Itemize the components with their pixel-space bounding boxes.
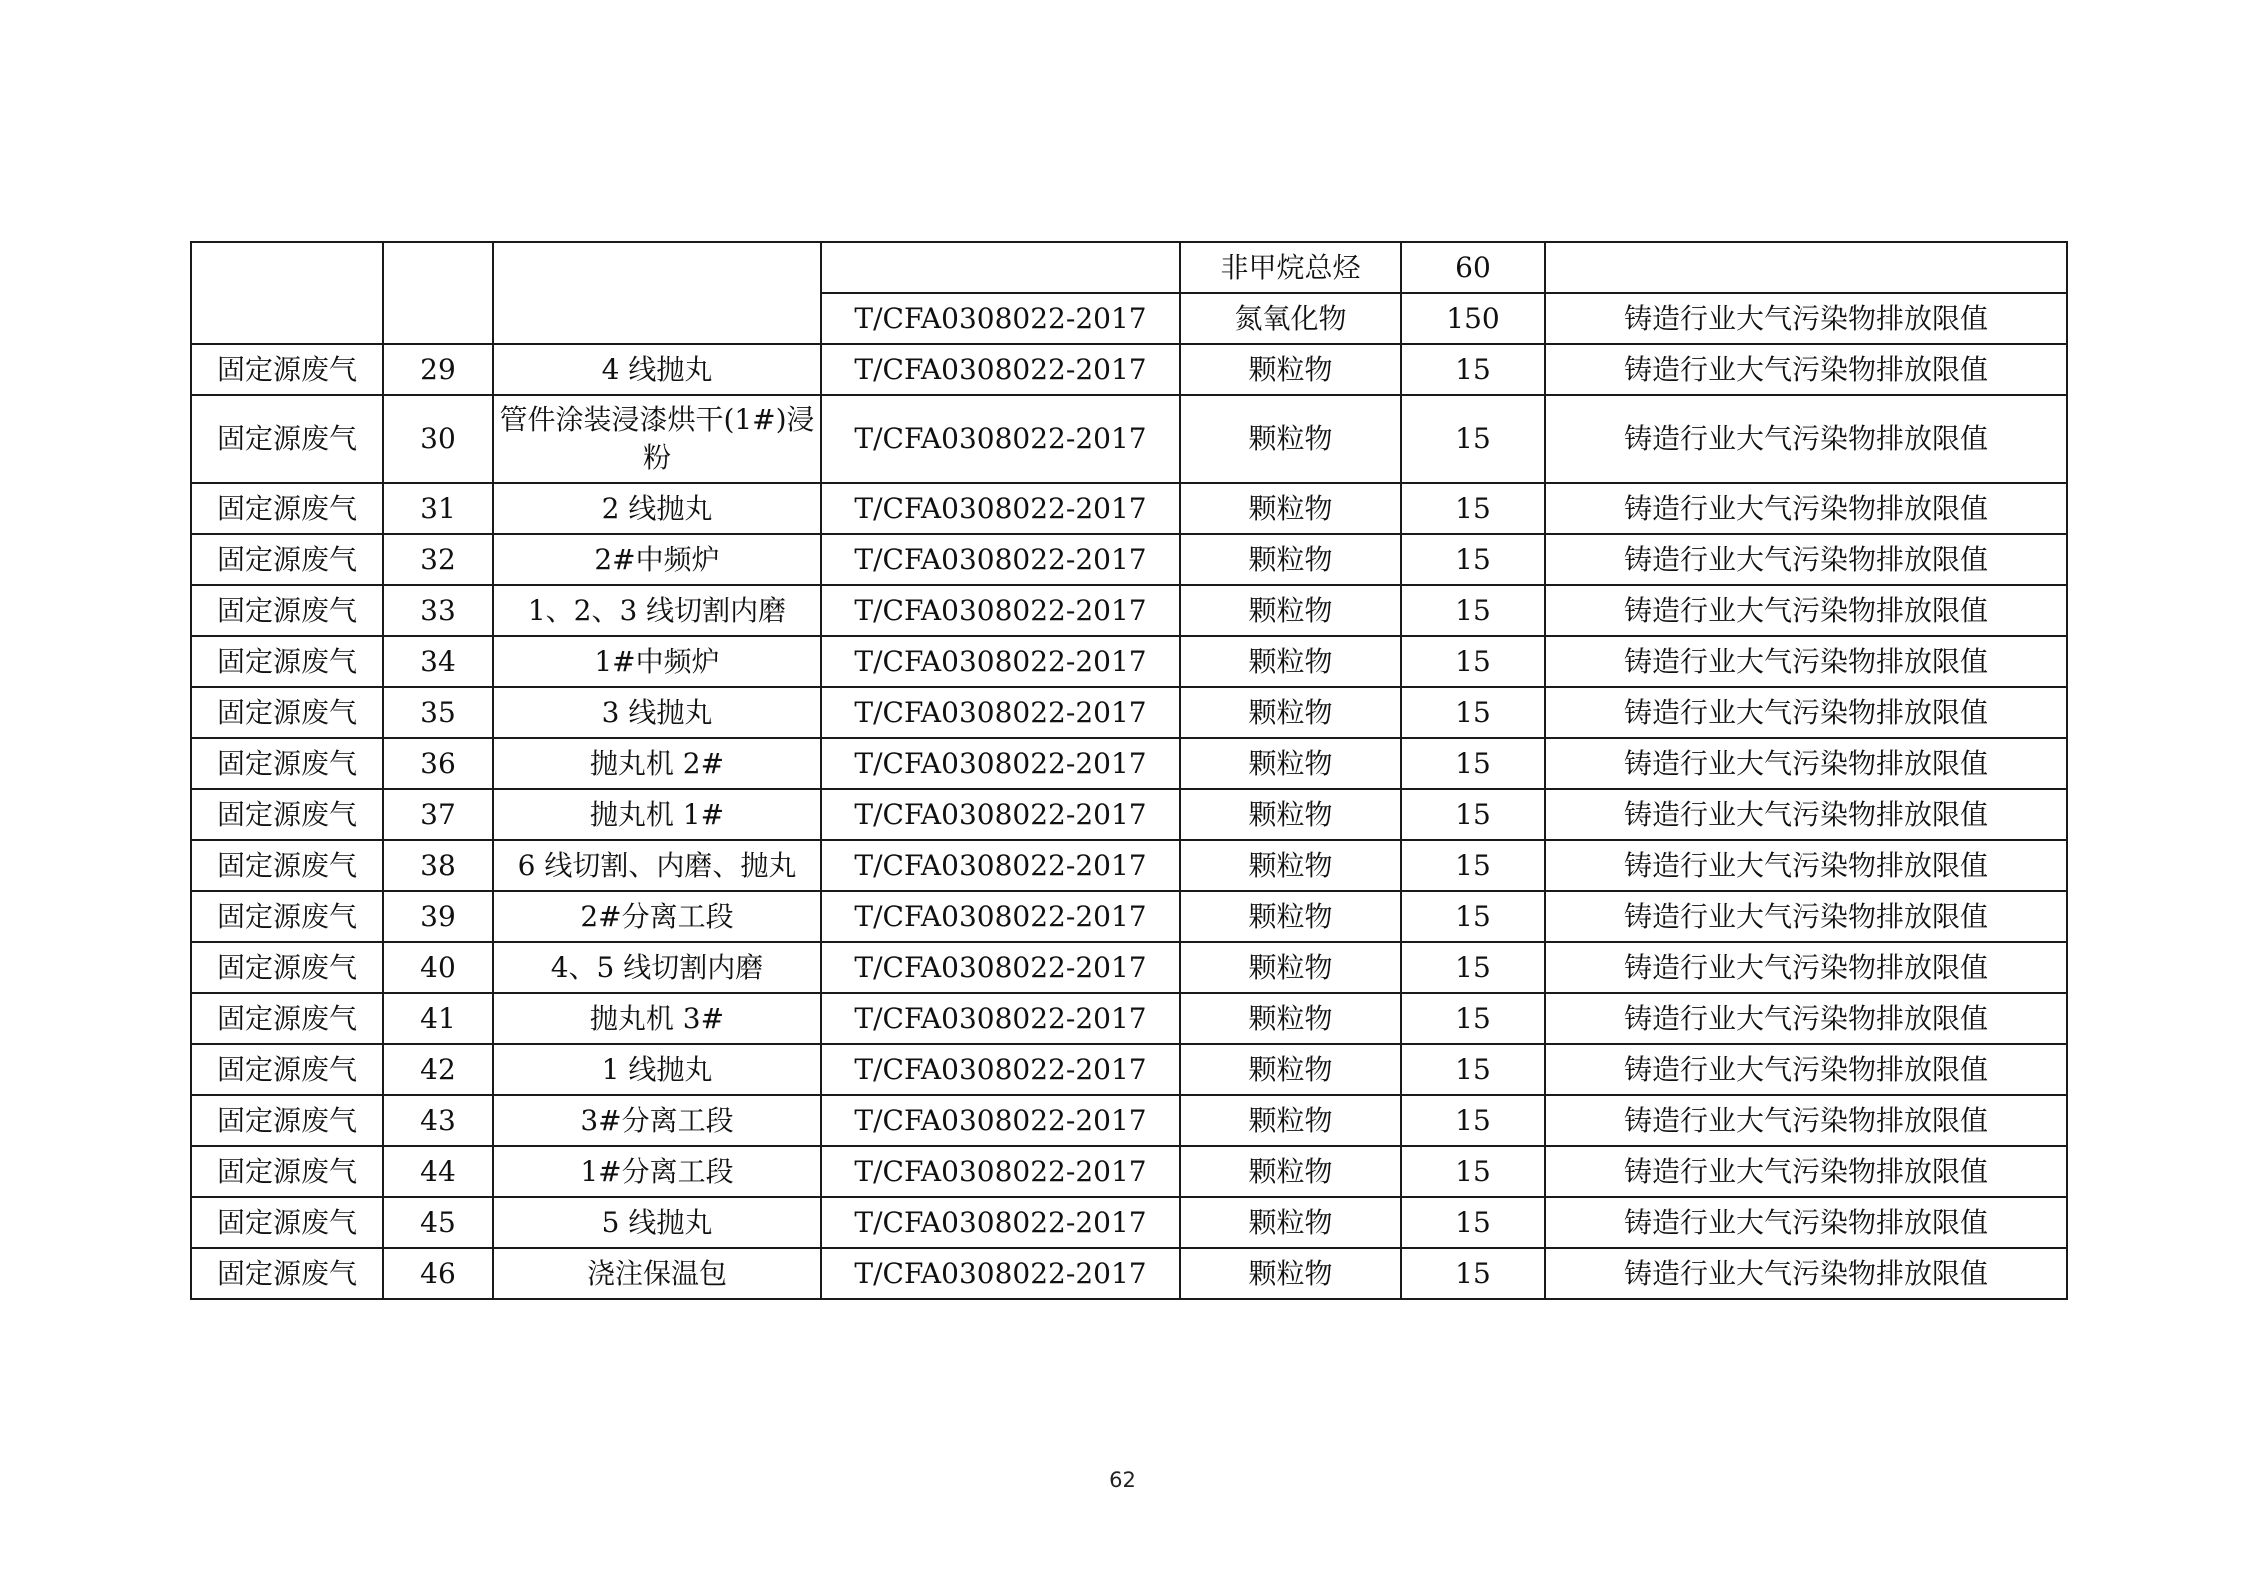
cell-source: 2 线抛丸	[493, 483, 821, 534]
cell-standard-name: 铸造行业大气污染物排放限值	[1545, 1044, 2067, 1095]
table-row	[191, 636, 2067, 687]
cell-standard: T/CFA0308022-2017	[821, 395, 1180, 483]
table-row	[191, 891, 2067, 942]
table-row	[191, 789, 2067, 840]
cell-pollutant: 氮氧化物	[1180, 293, 1401, 344]
cell-no: 33	[383, 585, 493, 636]
cell-no: 44	[383, 1146, 493, 1197]
table-row	[191, 942, 2067, 993]
cell-source: 3 线抛丸	[493, 687, 821, 738]
cell-pollutant: 颗粒物	[1180, 1197, 1401, 1248]
cell-standard-name: 铸造行业大气污染物排放限值	[1545, 891, 2067, 942]
cell-standard-name: 铸造行业大气污染物排放限值	[1545, 738, 2067, 789]
cell-category: 固定源废气	[191, 840, 383, 891]
cell-pollutant: 颗粒物	[1180, 1044, 1401, 1095]
cell-no	[383, 242, 493, 344]
cell-source: 4、5 线切割内磨	[493, 942, 821, 993]
cell-standard: T/CFA0308022-2017	[821, 738, 1180, 789]
table-row	[191, 344, 2067, 395]
cell-limit: 15	[1401, 585, 1545, 636]
cell-source	[493, 242, 821, 344]
cell-category: 固定源废气	[191, 942, 383, 993]
cell-category: 固定源废气	[191, 1044, 383, 1095]
table-row	[191, 687, 2067, 738]
table-row	[191, 993, 2067, 1044]
cell-source: 1#分离工段	[493, 1146, 821, 1197]
cell-limit: 15	[1401, 1197, 1545, 1248]
cell-standard-name: 铸造行业大气污染物排放限值	[1545, 1197, 2067, 1248]
cell-category: 固定源废气	[191, 789, 383, 840]
cell-limit: 15	[1401, 1146, 1545, 1197]
cell-source: 2#中频炉	[493, 534, 821, 585]
cell-standard-name	[1545, 242, 2067, 293]
cell-limit: 15	[1401, 738, 1545, 789]
cell-standard: T/CFA0308022-2017	[821, 789, 1180, 840]
cell-pollutant: 颗粒物	[1180, 1146, 1401, 1197]
cell-limit: 15	[1401, 636, 1545, 687]
cell-standard: T/CFA0308022-2017	[821, 483, 1180, 534]
cell-standard: T/CFA0308022-2017	[821, 840, 1180, 891]
cell-category: 固定源废气	[191, 534, 383, 585]
cell-category: 固定源废气	[191, 636, 383, 687]
cell-source: 1、2、3 线切割内磨	[493, 585, 821, 636]
cell-category: 固定源废气	[191, 344, 383, 395]
cell-limit: 15	[1401, 483, 1545, 534]
cell-limit: 60	[1401, 242, 1545, 293]
cell-source: 1 线抛丸	[493, 1044, 821, 1095]
cell-standard-name: 铸造行业大气污染物排放限值	[1545, 636, 2067, 687]
cell-standard-name: 铸造行业大气污染物排放限值	[1545, 534, 2067, 585]
cell-source: 抛丸机 2#	[493, 738, 821, 789]
cell-standard: T/CFA0308022-2017	[821, 942, 1180, 993]
cell-no: 39	[383, 891, 493, 942]
table-row	[191, 395, 2067, 483]
cell-pollutant: 颗粒物	[1180, 636, 1401, 687]
cell-pollutant: 颗粒物	[1180, 840, 1401, 891]
cell-no: 45	[383, 1197, 493, 1248]
cell-limit: 15	[1401, 789, 1545, 840]
cell-pollutant: 颗粒物	[1180, 942, 1401, 993]
cell-category: 固定源废气	[191, 585, 383, 636]
cell-standard: T/CFA0308022-2017	[821, 891, 1180, 942]
cell-standard: T/CFA0308022-2017	[821, 1248, 1180, 1299]
cell-no: 31	[383, 483, 493, 534]
cell-pollutant: 颗粒物	[1180, 1095, 1401, 1146]
cell-standard: T/CFA0308022-2017	[821, 1044, 1180, 1095]
cell-category: 固定源废气	[191, 738, 383, 789]
table-row-continuation	[191, 242, 2067, 293]
cell-standard-name: 铸造行业大气污染物排放限值	[1545, 687, 2067, 738]
emission-limits-table	[190, 241, 2068, 1300]
cell-standard: T/CFA0308022-2017	[821, 636, 1180, 687]
cell-no: 34	[383, 636, 493, 687]
cell-standard: T/CFA0308022-2017	[821, 344, 1180, 395]
cell-category: 固定源废气	[191, 1095, 383, 1146]
cell-pollutant: 颗粒物	[1180, 993, 1401, 1044]
cell-pollutant: 颗粒物	[1180, 687, 1401, 738]
cell-pollutant: 颗粒物	[1180, 738, 1401, 789]
cell-category: 固定源废气	[191, 993, 383, 1044]
cell-source: 浇注保温包	[493, 1248, 821, 1299]
cell-limit: 15	[1401, 687, 1545, 738]
cell-category: 固定源废气	[191, 891, 383, 942]
cell-limit: 15	[1401, 534, 1545, 585]
cell-no: 40	[383, 942, 493, 993]
cell-no: 42	[383, 1044, 493, 1095]
table-row	[191, 585, 2067, 636]
cell-standard-name: 铸造行业大气污染物排放限值	[1545, 293, 2067, 344]
cell-no: 43	[383, 1095, 493, 1146]
cell-category: 固定源废气	[191, 687, 383, 738]
cell-no: 38	[383, 840, 493, 891]
cell-category: 固定源废气	[191, 483, 383, 534]
cell-limit: 15	[1401, 344, 1545, 395]
cell-category	[191, 242, 383, 344]
table-row	[191, 1095, 2067, 1146]
table-row	[191, 840, 2067, 891]
cell-no: 32	[383, 534, 493, 585]
cell-no: 30	[383, 395, 493, 483]
cell-category: 固定源废气	[191, 1146, 383, 1197]
cell-standard-name: 铸造行业大气污染物排放限值	[1545, 840, 2067, 891]
cell-source: 3#分离工段	[493, 1095, 821, 1146]
cell-limit: 15	[1401, 891, 1545, 942]
cell-limit: 15	[1401, 1044, 1545, 1095]
table-row	[191, 1197, 2067, 1248]
table-row	[191, 1146, 2067, 1197]
page-number: 62	[1109, 1468, 1136, 1492]
cell-source: 1#中频炉	[493, 636, 821, 687]
table-row	[191, 1248, 2067, 1299]
cell-source: 6 线切割、内磨、抛丸	[493, 840, 821, 891]
cell-standard-name: 铸造行业大气污染物排放限值	[1545, 1248, 2067, 1299]
cell-pollutant: 颗粒物	[1180, 395, 1401, 483]
cell-pollutant: 颗粒物	[1180, 483, 1401, 534]
table-row	[191, 483, 2067, 534]
cell-standard-name: 铸造行业大气污染物排放限值	[1545, 1146, 2067, 1197]
cell-pollutant: 颗粒物	[1180, 534, 1401, 585]
cell-standard: T/CFA0308022-2017	[821, 293, 1180, 344]
cell-pollutant: 颗粒物	[1180, 585, 1401, 636]
cell-standard-name: 铸造行业大气污染物排放限值	[1545, 344, 2067, 395]
cell-standard-name: 铸造行业大气污染物排放限值	[1545, 1095, 2067, 1146]
cell-standard-name: 铸造行业大气污染物排放限值	[1545, 789, 2067, 840]
cell-source: 5 线抛丸	[493, 1197, 821, 1248]
cell-standard-name: 铸造行业大气污染物排放限值	[1545, 942, 2067, 993]
cell-category: 固定源废气	[191, 1248, 383, 1299]
cell-pollutant: 颗粒物	[1180, 1248, 1401, 1299]
cell-source: 抛丸机 1#	[493, 789, 821, 840]
cell-no: 41	[383, 993, 493, 1044]
cell-category: 固定源废气	[191, 1197, 383, 1248]
cell-pollutant: 颗粒物	[1180, 891, 1401, 942]
cell-source: 管件涂装浸漆烘干(1#)浸粉	[493, 395, 821, 483]
cell-no: 46	[383, 1248, 493, 1299]
cell-standard: T/CFA0308022-2017	[821, 1197, 1180, 1248]
cell-pollutant: 颗粒物	[1180, 789, 1401, 840]
cell-limit: 15	[1401, 1095, 1545, 1146]
cell-standard: T/CFA0308022-2017	[821, 1095, 1180, 1146]
cell-no: 37	[383, 789, 493, 840]
table-row	[191, 534, 2067, 585]
cell-standard-name: 铸造行业大气污染物排放限值	[1545, 585, 2067, 636]
cell-no: 29	[383, 344, 493, 395]
cell-limit: 15	[1401, 1248, 1545, 1299]
table-row	[191, 1044, 2067, 1095]
cell-standard: T/CFA0308022-2017	[821, 687, 1180, 738]
cell-standard-name: 铸造行业大气污染物排放限值	[1545, 395, 2067, 483]
table-row	[191, 738, 2067, 789]
cell-source: 2#分离工段	[493, 891, 821, 942]
cell-standard: T/CFA0308022-2017	[821, 534, 1180, 585]
cell-pollutant: 非甲烷总烃	[1180, 242, 1401, 293]
cell-category: 固定源废气	[191, 395, 383, 483]
cell-source: 4 线抛丸	[493, 344, 821, 395]
cell-standard: T/CFA0308022-2017	[821, 585, 1180, 636]
cell-standard: T/CFA0308022-2017	[821, 1146, 1180, 1197]
cell-standard-name: 铸造行业大气污染物排放限值	[1545, 993, 2067, 1044]
cell-standard	[821, 242, 1180, 293]
cell-limit: 150	[1401, 293, 1545, 344]
cell-limit: 15	[1401, 942, 1545, 993]
cell-standard-name: 铸造行业大气污染物排放限值	[1545, 483, 2067, 534]
cell-limit: 15	[1401, 395, 1545, 483]
cell-pollutant: 颗粒物	[1180, 344, 1401, 395]
cell-limit: 15	[1401, 840, 1545, 891]
cell-no: 35	[383, 687, 493, 738]
cell-source: 抛丸机 3#	[493, 993, 821, 1044]
table-body	[191, 242, 2067, 1299]
cell-limit: 15	[1401, 993, 1545, 1044]
cell-standard: T/CFA0308022-2017	[821, 993, 1180, 1044]
cell-no: 36	[383, 738, 493, 789]
